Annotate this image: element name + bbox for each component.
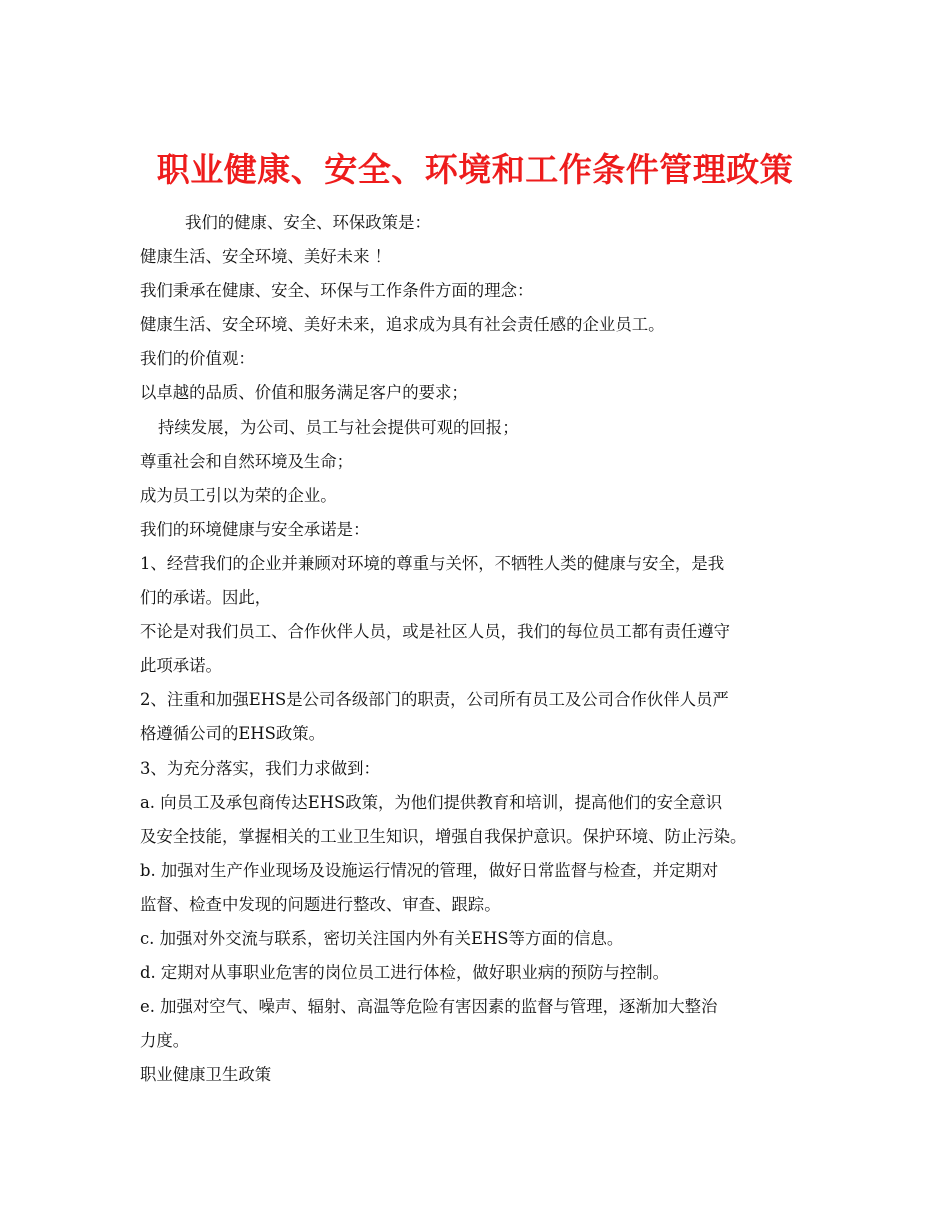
paragraph-line: 健康生活、安全环境、美好未来 ！ [140,247,392,267]
paragraph-line: 以卓越的品质、价值和服务满足客户的要求； [140,383,468,403]
paragraph-line: 我们的健康、安全、环保政策是： [185,213,431,232]
paragraph-line: e. 加强对空气、噪声、辐射、高温等危险有害因素的监督与管理，逐渐加大整治 [140,997,718,1017]
document-body [140,206,820,1092]
paragraph-line: 力度。 [140,1031,190,1051]
paragraph-line: b. 加强对生产作业现场及设施运行情况的管理，做好日常监督与检查，并定期对 [140,860,719,880]
paragraph-line: 尊重社会和自然环境及生命； [140,451,354,471]
paragraph-line: 成为员工引以为荣的企业。 [140,485,337,505]
paragraph-line: c. 加强对外交流与联系，密切关注国内外有关EHS等方面的信息。 [140,928,624,948]
paragraph-line: 职业健康卫生政策 [140,1065,272,1085]
paragraph-line: 们的承诺。因此， [140,588,272,608]
paragraph-line: 我们的环境健康与安全承诺是： [140,519,370,539]
paragraph-line: a. 向员工及承包商传达EHS政策，为他们提供教育和培训，提高他们的安全意识 [140,792,723,812]
paragraph-line: 持续发展，为公司、员工与社会提供可观的回报； [158,417,519,437]
paragraph-line: 此项承诺。 [140,656,222,676]
paragraph-line: 监督、检查中发现的问题进行整改、审查、跟踪。 [140,894,501,914]
paragraph-line: 我们的价值观： [140,349,255,369]
paragraph-line: 及安全技能，掌握相关的工业卫生知识，增强自我保护意识。保护环境、防止污染。 [140,826,747,846]
paragraph-line: 2、注重和加强EHS是公司各级部门的职责，公司所有员工及公司合作伙伴人员严 [140,690,729,710]
paragraph-line: 不论是对我们员工、合作伙伴人员，或是社区人员，我们的每位员工都有责任遵守 [140,622,731,642]
paragraph-line: 健康生活、安全环境、美好未来，追求成为具有社会责任感的企业员工。 [140,315,665,335]
paragraph-line: 3、为充分落实，我们力求做到： [140,758,380,778]
paragraph-line: 格遵循公司的EHS政策。 [140,724,326,744]
document-title: 职业健康、安全、环境和工作条件管理政策 [156,150,794,190]
paragraph-line: d. 定期对从事职业危害的岗位员工进行体检，做好职业病的预防与控制。 [140,963,670,983]
paragraph-line: 我们秉承在健康、安全、环保与工作条件方面的理念： [140,281,534,301]
paragraph-line: 1、经营我们的企业并兼顾对环境的尊重与关怀，不牺牲人类的健康与安全，是我 [140,553,725,573]
